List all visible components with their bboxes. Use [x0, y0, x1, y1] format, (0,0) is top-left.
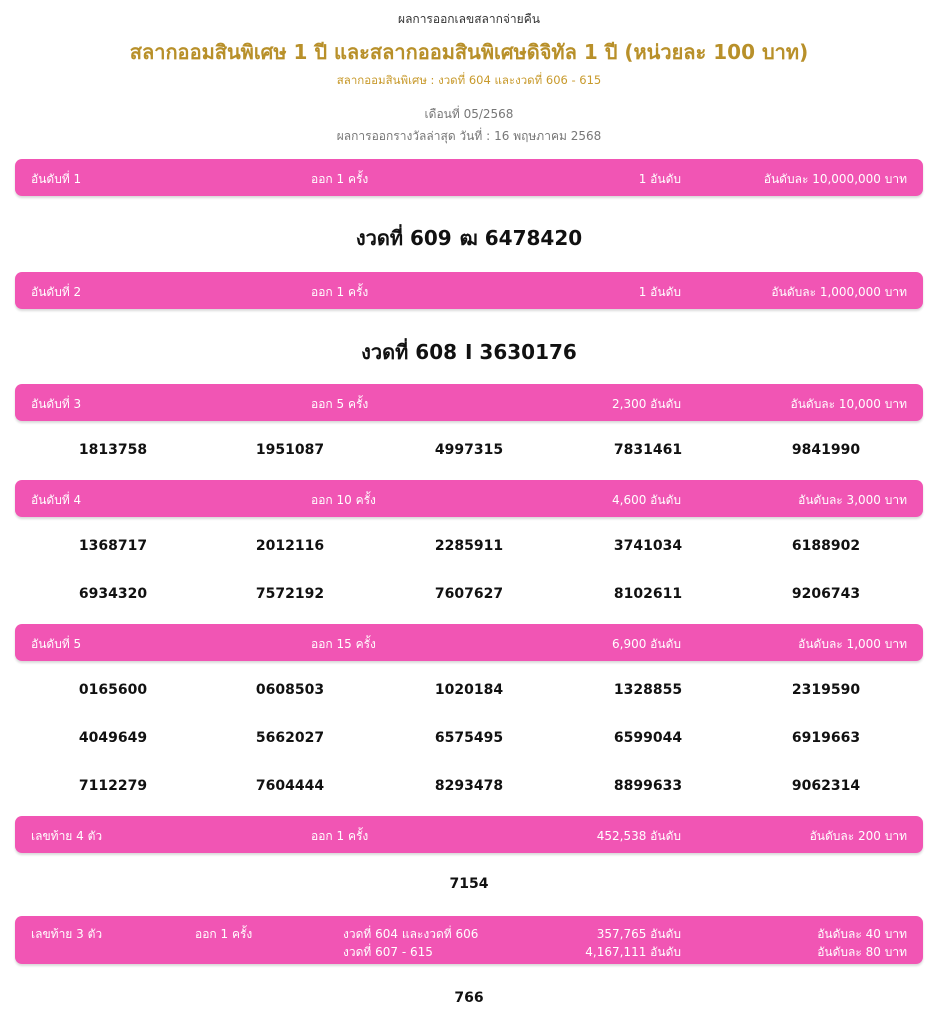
last3-bar — [15, 916, 923, 964]
month-label: เดือนที่ 05/2568 — [424, 107, 514, 121]
prize-amount-1: อันดับละ 40 บาท — [817, 927, 907, 941]
prize-count: 4,600 อันดับ — [612, 493, 681, 507]
page-title: สลากออมสินพิเศษ 1 ปี และสลากออมสินพิเศษดิจิทัล 1 ปี (หน่วยละ 100 บาท) — [129, 40, 809, 64]
prize-1-result — [0, 222, 938, 254]
prize-amount: อันดับละ 1,000,000 บาท — [771, 285, 907, 299]
prize-4-bar — [15, 480, 923, 517]
prize-count: 6,900 อันดับ — [612, 637, 681, 651]
winning-number: 7604444 — [255, 778, 325, 794]
prize-4-row-2 — [0, 586, 938, 606]
prize-amount: อันดับละ 10,000,000 บาท — [763, 172, 907, 186]
winning-number: 8899633 — [613, 778, 683, 794]
winning-number: 1368717 — [78, 538, 148, 554]
winning-number: 6599044 — [613, 730, 683, 746]
winning-number: 8102611 — [613, 586, 683, 602]
winning-number: 2012116 — [255, 538, 325, 554]
winning-number: 9841990 — [791, 442, 861, 458]
prize-draws: ออก 1 ครั้ง — [311, 285, 369, 299]
prize-4-row-1 — [0, 538, 938, 558]
winning-number: 6919663 — [791, 730, 861, 746]
winning-number: 5662027 — [255, 730, 325, 746]
winning-number: 0608503 — [255, 682, 325, 698]
prize-draws: ออก 1 ครั้ง — [195, 927, 253, 941]
prize-3-row-1 — [0, 442, 938, 462]
prize-2-result — [0, 336, 938, 368]
prize-draws: ออก 1 ครั้ง — [311, 172, 369, 186]
prize-count: 1 อันดับ — [638, 172, 681, 186]
last4-bar — [15, 816, 923, 853]
winning-number: 0165600 — [78, 682, 148, 698]
last-draw-date: 16 พฤษภาคม 2568 — [494, 129, 602, 143]
prize-5-row-3 — [0, 778, 938, 798]
winning-number: 9062314 — [791, 778, 861, 794]
prize-rank: เลขท้าย 3 ตัว — [31, 927, 103, 941]
prize-amount: อันดับละ 3,000 บาท — [798, 493, 907, 507]
prize-draws: ออก 10 ครั้ง — [311, 493, 376, 507]
prize-5-row-2 — [0, 730, 938, 750]
prize-count-2: 4,167,111 อันดับ — [585, 945, 681, 959]
last4-number: 7154 — [449, 876, 489, 892]
prize-1-bar — [15, 159, 923, 196]
result-period: งวดที่ 608 — [361, 340, 458, 364]
prize-count: 1 อันดับ — [638, 285, 681, 299]
prize-5-bar — [15, 624, 923, 661]
last3-number: 766 — [454, 990, 484, 1006]
winning-number: 4049649 — [78, 730, 148, 746]
winning-number: 2319590 — [791, 682, 861, 698]
winning-number: 7607627 — [434, 586, 504, 602]
winning-number: 6188902 — [791, 538, 861, 554]
prize-2-bar — [15, 272, 923, 309]
prize-rank: อันดับที่ 4 — [31, 493, 82, 507]
prize-amount: อันดับละ 10,000 บาท — [790, 397, 907, 411]
result-code: I 3630176 — [465, 340, 577, 364]
prize-rank: เลขท้าย 4 ตัว — [31, 829, 103, 843]
result-period: งวดที่ 609 — [355, 226, 452, 250]
winning-number: 1813758 — [78, 442, 148, 458]
winning-number: 3741034 — [613, 538, 683, 554]
prize-draws: ออก 1 ครั้ง — [311, 829, 369, 843]
winning-number: 7112279 — [78, 778, 148, 794]
prize-period-2: งวดที่ 607 - 615 — [343, 945, 433, 959]
page-subtitle: สลากออมสินพิเศษ : งวดที่ 604 และงวดที่ 606 - 615 — [336, 73, 602, 87]
prize-amount: อันดับละ 1,000 บาท — [798, 637, 907, 651]
winning-number: 9206743 — [791, 586, 861, 602]
super-title: ผลการออกเลขสลากจ่ายคืน — [398, 12, 540, 26]
prize-rank: อันดับที่ 2 — [31, 285, 82, 299]
winning-number: 7831461 — [613, 442, 683, 458]
winning-number: 2285911 — [434, 538, 504, 554]
prize-amount-2: อันดับละ 80 บาท — [817, 945, 907, 959]
winning-number: 6934320 — [78, 586, 148, 602]
prize-count: 2,300 อันดับ — [612, 397, 681, 411]
winning-number: 6575495 — [434, 730, 504, 746]
prize-amount: อันดับละ 200 บาท — [809, 829, 907, 843]
prize-rank: อันดับที่ 3 — [31, 397, 82, 411]
prize-draws: ออก 15 ครั้ง — [311, 637, 376, 651]
prize-count-1: 357,765 อันดับ — [596, 927, 681, 941]
last-draw-info — [0, 127, 938, 146]
prize-3-bar — [15, 384, 923, 421]
winning-number: 1951087 — [255, 442, 325, 458]
prize-draws: ออก 5 ครั้ง — [311, 397, 369, 411]
last-draw-label: ผลการออกรางวัลล่าสุด วันที่ : — [336, 129, 491, 143]
winning-number: 4997315 — [434, 442, 504, 458]
result-code: ฒ 6478420 — [459, 226, 583, 250]
winning-number: 1020184 — [434, 682, 504, 698]
prize-period-1: งวดที่ 604 และงวดที่ 606 — [343, 927, 479, 941]
winning-number: 8293478 — [434, 778, 504, 794]
prize-rank: อันดับที่ 5 — [31, 637, 82, 651]
winning-number: 1328855 — [613, 682, 683, 698]
prize-5-row-1 — [0, 682, 938, 702]
winning-number: 7572192 — [255, 586, 325, 602]
prize-rank: อันดับที่ 1 — [31, 172, 82, 186]
prize-count: 452,538 อันดับ — [596, 829, 681, 843]
